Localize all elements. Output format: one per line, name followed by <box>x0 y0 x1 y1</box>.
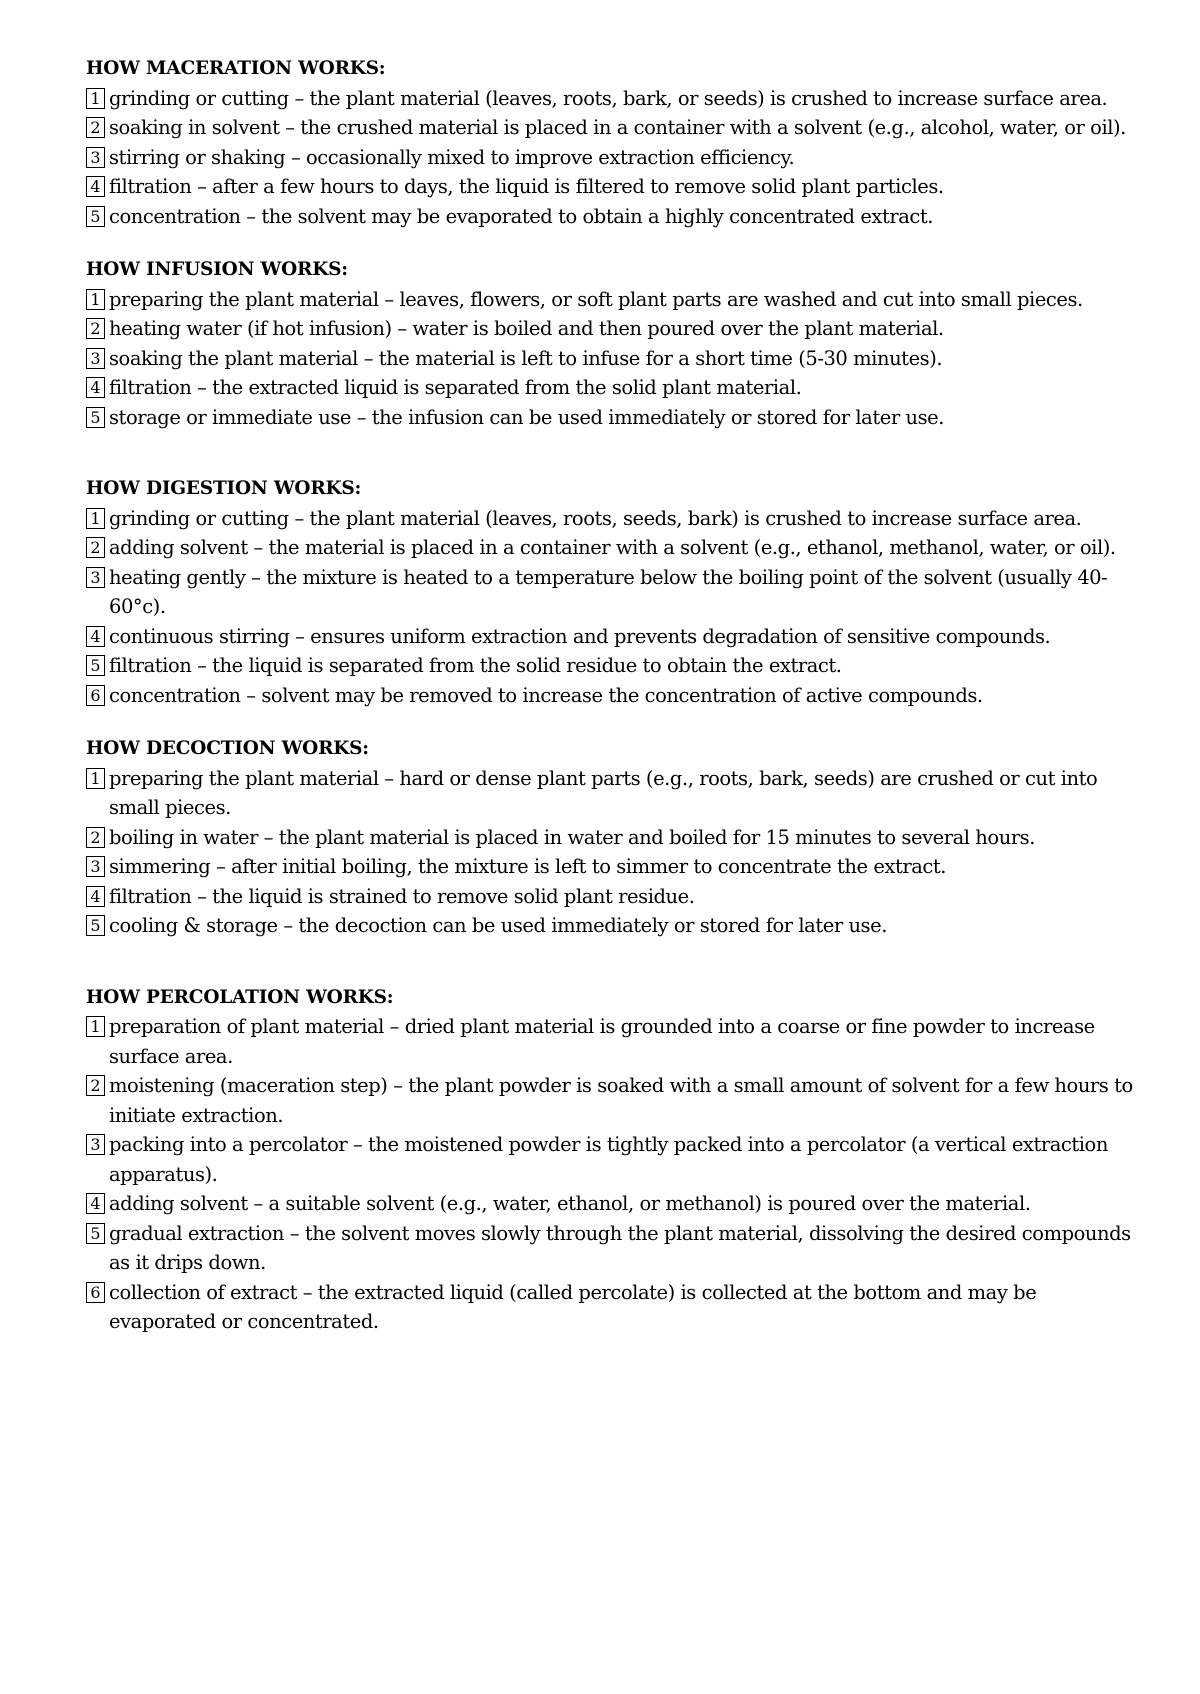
list-item <box>86 764 1140 823</box>
section-decoction <box>86 734 1140 941</box>
step-number-box: 3 <box>86 147 105 168</box>
step-number-box: 2 <box>86 318 105 339</box>
list-item <box>86 1071 1140 1130</box>
list-item <box>86 84 1140 114</box>
step-number-box: 6 <box>86 685 105 706</box>
list-item <box>86 172 1140 202</box>
step-number-box: 4 <box>86 626 105 647</box>
list-item <box>86 143 1140 173</box>
step-number-box: 2 <box>86 1075 105 1096</box>
step-text: collection of extract – the extracted liquid (called percolate) is collected at the bottom and may be evaporated or concentrated. <box>109 1280 1037 1333</box>
section-digestion <box>86 474 1140 710</box>
list-item <box>86 314 1140 344</box>
step-text: filtration – the liquid is strained to remove solid plant residue. <box>109 884 695 908</box>
step-text: packing into a percolator – the moistened powder is tightly packed into a percolator (a vertical extraction apparatus). <box>109 1133 1108 1186</box>
section-heading: HOW DECOCTION WORKS: <box>86 738 369 759</box>
step-text: grinding or cutting – the plant material (leaves, roots, seeds, bark) is crushed to increase surface area. <box>109 506 1082 530</box>
step-number-box: 5 <box>86 1223 105 1244</box>
step-text: continuous stirring – ensures uniform extraction and prevents degradation of sensitive compounds. <box>109 624 1051 648</box>
step-text: soaking the plant material – the material is left to infuse for a short time (5-30 minutes). <box>109 346 943 370</box>
list-item <box>86 882 1140 912</box>
step-text: storage or immediate use – the infusion can be used immediately or stored for later use. <box>109 405 944 429</box>
step-number-box: 4 <box>86 176 105 197</box>
list-item <box>86 403 1140 433</box>
list-item <box>86 113 1140 143</box>
step-number-box: 5 <box>86 915 105 936</box>
list-item <box>86 202 1140 232</box>
list-item <box>86 911 1140 941</box>
step-text: preparing the plant material – leaves, flowers, or soft plant parts are washed and cut into small pieces. <box>109 287 1083 311</box>
step-number-box: 4 <box>86 886 105 907</box>
step-text: stirring or shaking – occasionally mixed to improve extraction efficiency. <box>109 145 795 169</box>
section-heading: HOW PERCOLATION WORKS: <box>86 986 394 1008</box>
step-text: moistening (maceration step) – the plant powder is soaked with a small amount of solvent for a few hours to initiate extraction. <box>109 1074 1133 1127</box>
step-text: preparing the plant material – hard or dense plant parts (e.g., roots, bark, seeds) are crushed or cut into small pieces. <box>109 766 1098 819</box>
step-text: filtration – the extracted liquid is separated from the solid plant material. <box>109 376 802 399</box>
list-item <box>86 563 1140 622</box>
list-item <box>86 504 1140 534</box>
list-item <box>86 852 1140 882</box>
step-text: filtration – the liquid is separated from the solid residue to obtain the extract. <box>109 654 842 677</box>
step-number-box: 4 <box>86 377 105 398</box>
step-number-box: 1 <box>86 289 105 310</box>
step-number-box: 5 <box>86 655 105 676</box>
section-heading: HOW MACERATION WORKS: <box>86 58 386 79</box>
step-number-box: 1 <box>86 508 105 529</box>
step-number-box: 3 <box>86 1134 105 1155</box>
step-number-box: 5 <box>86 206 105 227</box>
step-number-box: 3 <box>86 856 105 877</box>
list-item <box>86 1278 1140 1337</box>
list-item <box>86 1189 1140 1219</box>
step-text: cooling & storage – the decoction can be used immediately or stored for later use. <box>109 914 887 937</box>
step-text: preparation of plant material – dried plant material is grounded into a coarse or fine powder to increase surface area. <box>109 1015 1095 1068</box>
list-item <box>86 1130 1140 1189</box>
step-number-box: 3 <box>86 348 105 369</box>
step-text: simmering – after initial boiling, the mixture is left to simmer to concentrate the extract. <box>109 855 947 878</box>
section-heading: HOW INFUSION WORKS: <box>86 259 348 280</box>
step-number-box: 2 <box>86 537 105 558</box>
step-text: gradual extraction – the solvent moves slowly through the plant material, dissolving the desired compounds as it drips down. <box>109 1221 1131 1274</box>
list-item <box>86 285 1140 315</box>
step-text: concentration – the solvent may be evaporated to obtain a highly concentrated extract. <box>109 204 933 228</box>
section-percolation <box>86 983 1140 1337</box>
step-number-box: 2 <box>86 117 105 138</box>
list-item <box>86 533 1140 563</box>
step-text: grinding or cutting – the plant material (leaves, roots, bark, or seeds) is crushed to increase surface area. <box>109 86 1108 110</box>
step-text: filtration – after a few hours to days, the liquid is filtered to remove solid plant particles. <box>109 175 944 198</box>
step-number-box: 1 <box>86 88 105 109</box>
section-infusion <box>86 255 1140 432</box>
list-item <box>86 373 1140 403</box>
list-item <box>86 1219 1140 1278</box>
step-number-box: 2 <box>86 827 105 848</box>
step-text: soaking in solvent – the crushed material is placed in a container with a solvent (e.g., alcohol, water, or oil). <box>109 116 1126 139</box>
step-text: adding solvent – a suitable solvent (e.g., water, ethanol, or methanol) is poured over the material. <box>109 1192 1031 1215</box>
step-number-box: 1 <box>86 768 105 789</box>
step-number-box: 5 <box>86 407 105 428</box>
section-heading: HOW DIGESTION WORKS: <box>86 478 362 499</box>
list-item <box>86 681 1140 711</box>
step-number-box: 4 <box>86 1193 105 1214</box>
step-text: boiling in water – the plant material is placed in water and boiled for 15 minutes to several hours. <box>109 825 1035 849</box>
step-text: concentration – solvent may be removed to increase the concentration of active compounds. <box>109 683 983 707</box>
step-number-box: 1 <box>86 1016 105 1037</box>
list-item <box>86 1012 1140 1071</box>
list-item <box>86 823 1140 853</box>
list-item <box>86 344 1140 374</box>
step-number-box: 6 <box>86 1282 105 1303</box>
list-item <box>86 622 1140 652</box>
step-number-box: 3 <box>86 567 105 588</box>
list-item <box>86 651 1140 681</box>
step-text: heating water (if hot infusion) – water is boiled and then poured over the plant material. <box>109 317 944 340</box>
section-maceration <box>86 54 1140 231</box>
step-text: heating gently – the mixture is heated to a temperature below the boiling point of the solvent (usually 40-60°c). <box>109 565 1108 618</box>
step-text: adding solvent – the material is placed in a container with a solvent (e.g., ethanol, methanol, water, or oil). <box>109 536 1116 559</box>
